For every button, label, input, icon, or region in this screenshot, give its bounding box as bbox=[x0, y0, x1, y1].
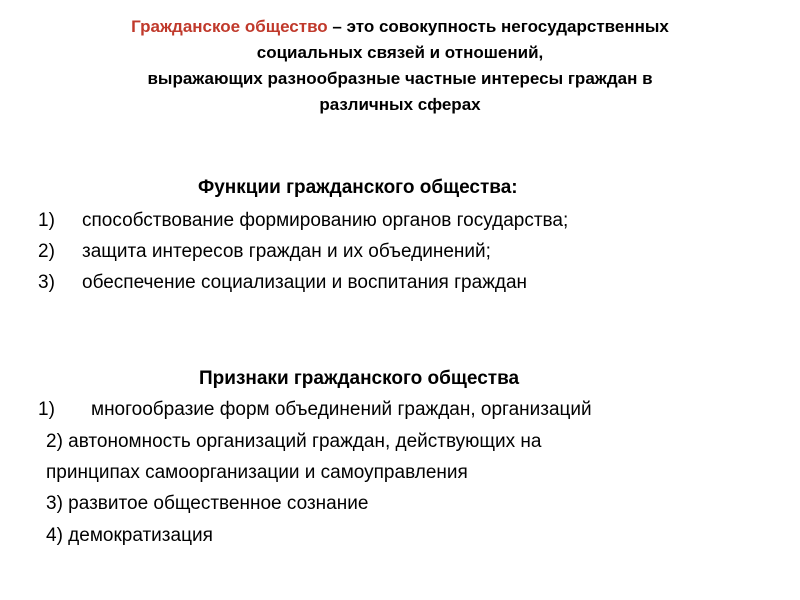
functions-item-2 bbox=[38, 240, 491, 264]
definition-line-2: социальных связей и отношений, bbox=[256, 43, 544, 62]
signs-item-text: многообразие форм объединений граждан, организаций bbox=[91, 399, 592, 420]
signs-heading: Признаки гражданского общества bbox=[199, 368, 520, 389]
functions-item-number: 2) bbox=[38, 241, 55, 262]
functions-item-text: способствование формированию органов государства; bbox=[82, 210, 569, 231]
definition-line-4: различных сферах bbox=[319, 95, 481, 114]
functions-item-text: обеспечение социализации и воспитания граждан bbox=[82, 272, 528, 293]
functions-item-number: 3) bbox=[38, 272, 55, 293]
signs-item-1 bbox=[38, 398, 592, 422]
functions-item-number: 1) bbox=[38, 210, 55, 231]
signs-item-4: 4) демократизация bbox=[46, 525, 213, 546]
definition-line-1-rest: – это совокупность негосударственных bbox=[327, 17, 669, 36]
definition-line-3: выражающих разнообразные частные интересы граждан в bbox=[147, 69, 653, 88]
definition-term: Гражданское общество bbox=[131, 17, 328, 36]
functions-item-text: защита интересов граждан и их объединений; bbox=[82, 241, 491, 262]
functions-item-1 bbox=[38, 209, 568, 233]
functions-heading: Функции гражданского общества: bbox=[198, 177, 518, 198]
signs-item-2-line-2: принципах самоорганизации и самоуправления bbox=[46, 462, 468, 483]
definition-block bbox=[40, 14, 760, 118]
signs-item-3: 3) развитое общественное сознание bbox=[46, 493, 369, 514]
signs-item-2-line-1: 2) автономность организаций граждан, действующих на bbox=[46, 431, 542, 452]
signs-item-number: 1) bbox=[38, 399, 55, 420]
functions-item-3 bbox=[38, 271, 527, 295]
definition-line-1 bbox=[40, 14, 760, 40]
